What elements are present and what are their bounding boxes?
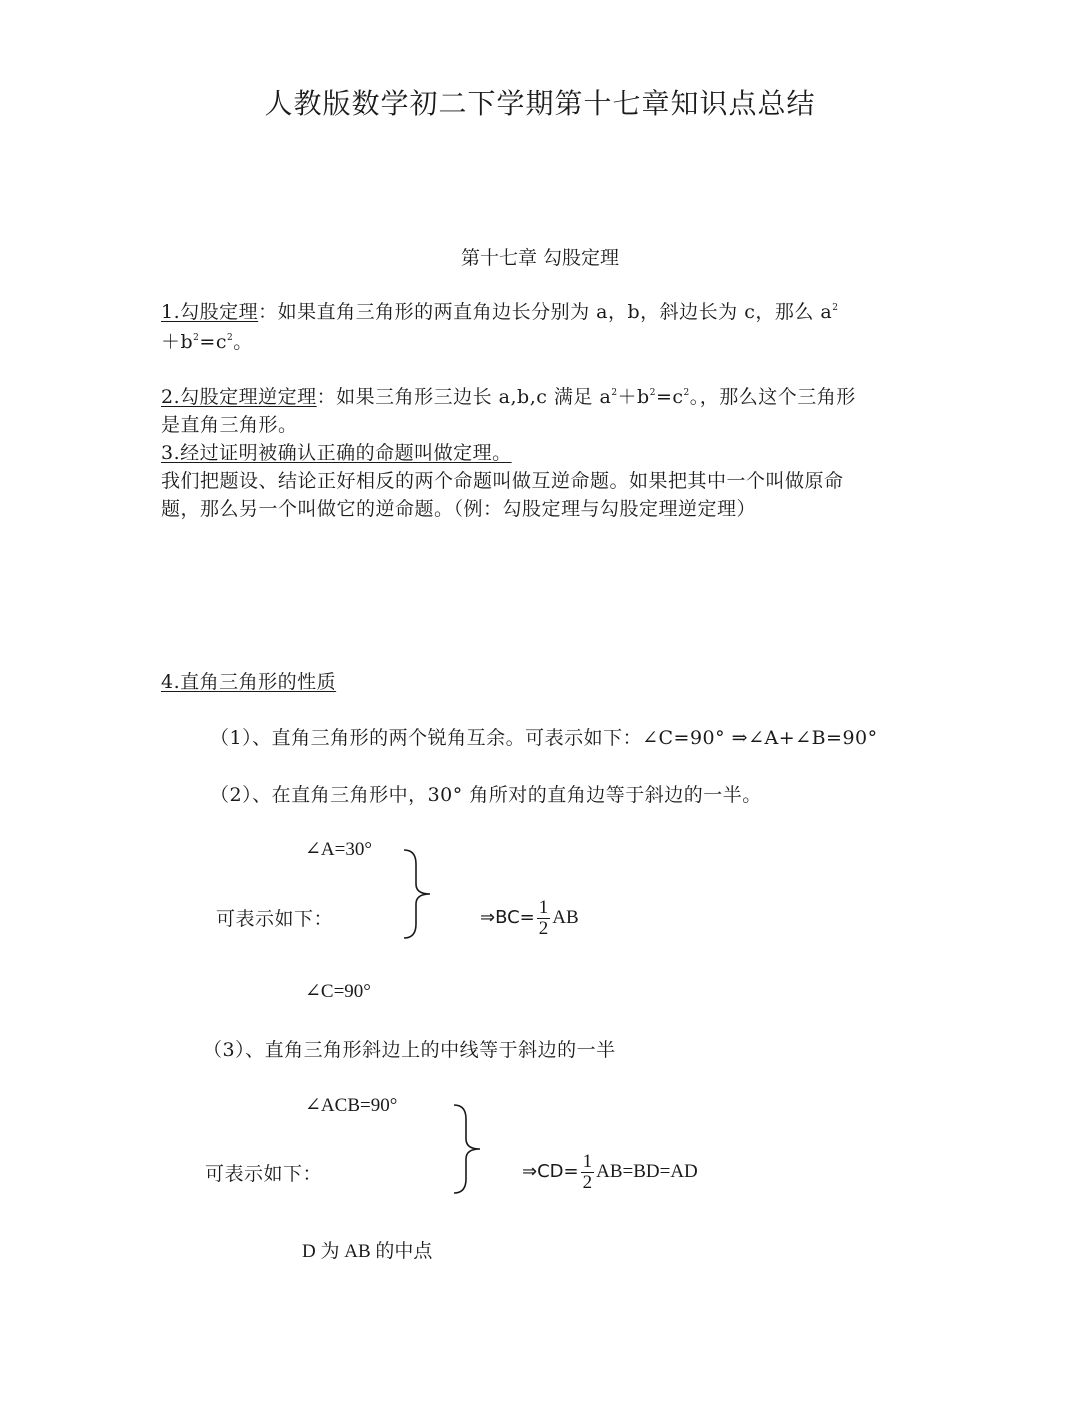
section-2-eq: =c xyxy=(655,386,684,408)
p3-result-pre: ⇒CD= xyxy=(522,1160,579,1182)
section-1-label: 1.勾股定理 xyxy=(161,301,259,323)
p3-result xyxy=(522,1152,698,1193)
section-1-eq-c: =c xyxy=(199,331,227,353)
p2-show-label: 可表示如下： xyxy=(216,908,334,930)
p2-result-pre: ⇒BC= xyxy=(480,906,535,928)
section-2 xyxy=(161,383,856,411)
p2-brace-icon xyxy=(400,848,436,940)
section-3-line1: 我们把题设、结论正好相反的两个命题叫做互逆命题。如果把其中一个叫做原命 xyxy=(161,470,844,492)
chapter-heading: 第十七章 勾股定理 xyxy=(460,247,620,269)
section-2-text: ：如果三角形三边长 a,b,c 满足 a xyxy=(316,386,612,408)
p2-frac-den: 2 xyxy=(538,918,549,939)
p2-condition-1: ∠A=30° xyxy=(305,839,372,860)
sup-c: 2 xyxy=(226,333,234,343)
page-title: 人教版数学初二下学期第十七章知识点总结 xyxy=(264,87,816,120)
section-4-label: 4.直角三角形的性质 xyxy=(161,671,337,693)
p3-brace-icon xyxy=(450,1103,486,1195)
section-3-label: 3.经过证明被确认正确的命题叫做定理。 xyxy=(161,442,512,464)
section-2-label: 2.勾股定理逆定理 xyxy=(161,386,317,408)
section-2-rest: 。，那么这个三角形 xyxy=(689,386,856,408)
p3-result-post: AB=BD=AD xyxy=(596,1160,698,1182)
p2-frac-num: 1 xyxy=(538,897,549,918)
property-1: （1）、直角三角形的两个锐角互余。可表示如下：∠C=90° ⇒∠A+∠B=90° xyxy=(210,727,878,749)
p2-condition-2: ∠C=90° xyxy=(305,981,371,1002)
property-2: （2）、在直角三角形中，30° 角所对的直角边等于斜边的一半。 xyxy=(210,784,762,806)
p3-show-label: 可表示如下： xyxy=(205,1163,323,1185)
section-2-plus: ＋b xyxy=(617,386,650,408)
p2-result-post: AB xyxy=(552,906,579,928)
p3-frac-num: 1 xyxy=(582,1151,593,1172)
section-2-line2: 是直角三角形。 xyxy=(161,414,298,436)
property-3: （3）、直角三角形斜边上的中线等于斜边的一半 xyxy=(203,1039,616,1061)
sup-b: 2 xyxy=(193,333,200,343)
sup-b2: 2 xyxy=(649,388,656,398)
p3-condition-1: ∠ACB=90° xyxy=(305,1095,398,1116)
section-1-end: 。 xyxy=(233,331,253,353)
section-1-plus-b: ＋b xyxy=(161,331,194,353)
p3-frac-den: 2 xyxy=(582,1172,593,1193)
section-1-cont xyxy=(161,328,253,356)
p3-condition-2: D 为 AB 的中点 xyxy=(302,1241,433,1262)
sup-a: 2 xyxy=(832,303,839,313)
sup-a2: 2 xyxy=(611,388,618,398)
section-1-text: ：如果直角三角形的两直角边长分别为 a，b，斜边长为 c，那么 a xyxy=(258,301,833,323)
section-3-line2: 题，那么另一个叫做它的逆命题。（例：勾股定理与勾股定理逆定理） xyxy=(161,498,757,520)
p2-fraction xyxy=(537,898,551,939)
p2-result xyxy=(480,898,579,939)
sup-c2: 2 xyxy=(683,388,690,398)
p3-fraction xyxy=(581,1152,595,1193)
section-1 xyxy=(161,298,838,326)
